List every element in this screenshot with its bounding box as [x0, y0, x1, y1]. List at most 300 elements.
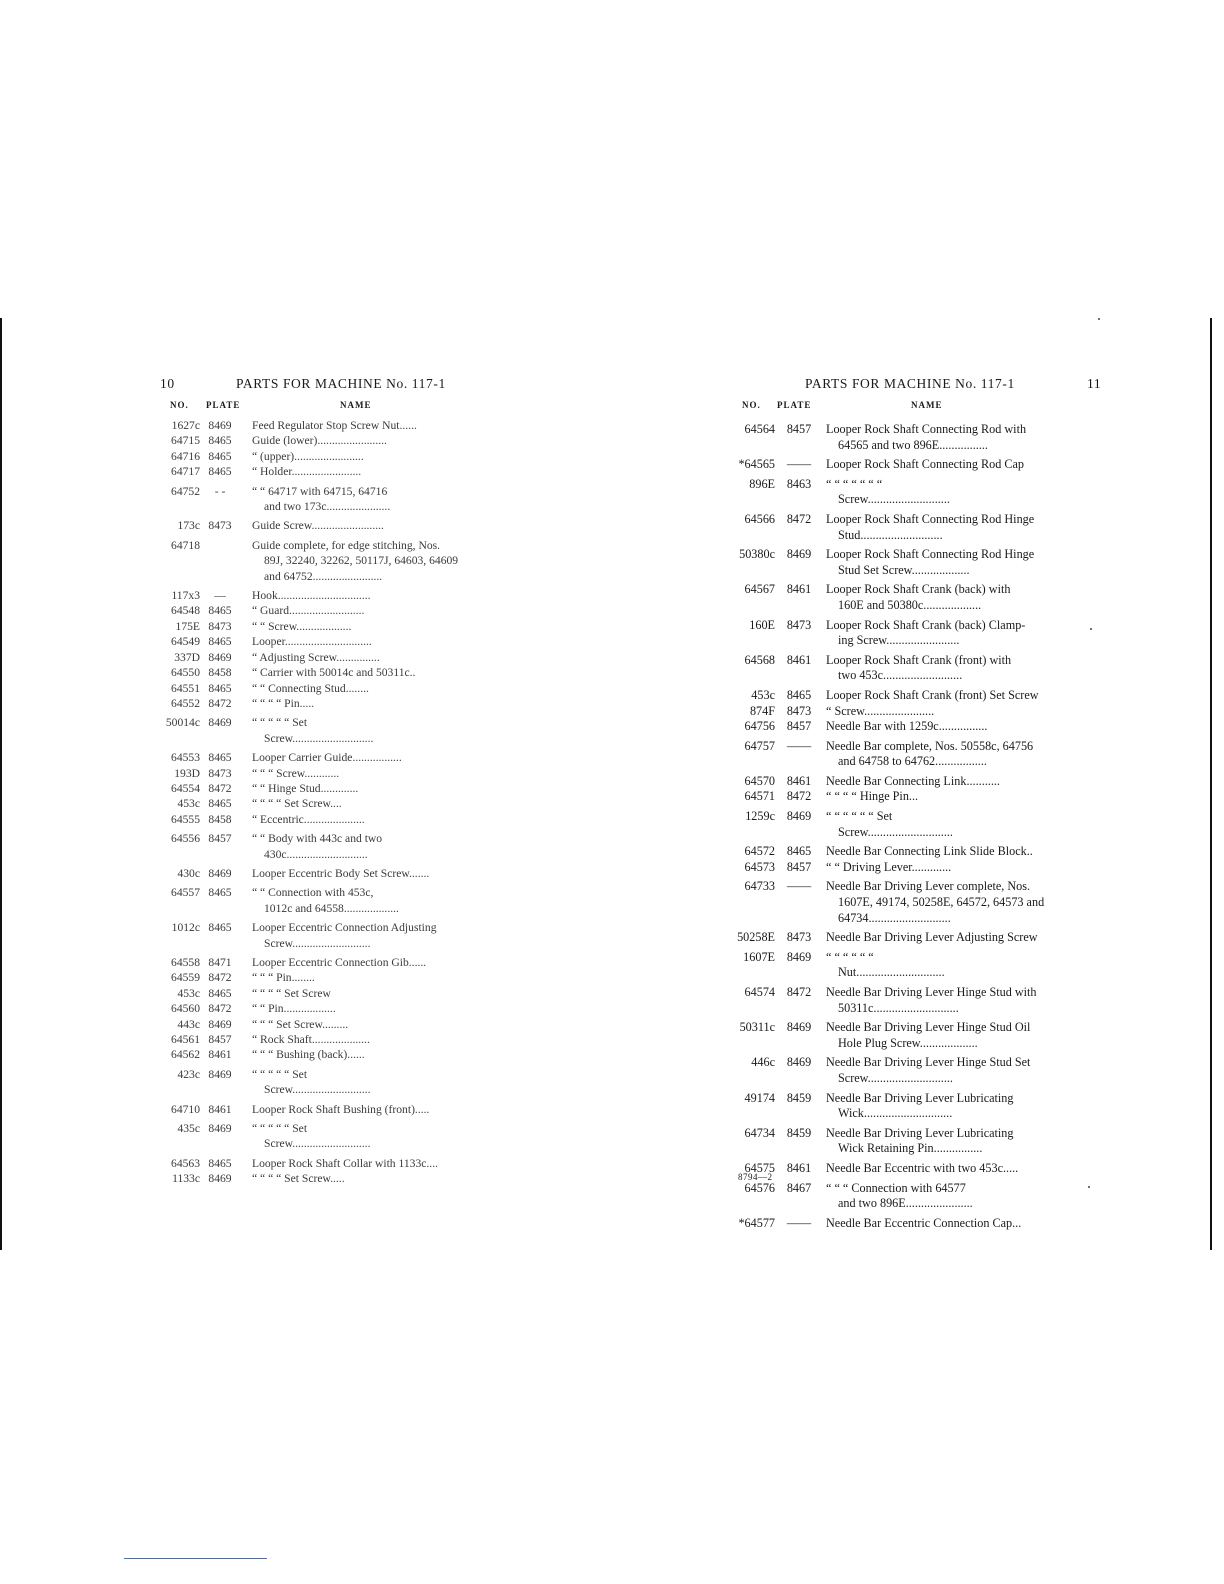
part-name-line: Needle Bar with 1259c................ — [826, 719, 988, 734]
scan-speck — [1090, 628, 1092, 630]
part-name-line: Looper Rock Shaft Bushing (front)..... — [252, 1102, 430, 1116]
column-header-plate: PLATE — [206, 400, 241, 410]
plate-number: 8469 — [208, 716, 232, 730]
parts-row — [730, 457, 1100, 473]
part-name-line: Screw........................... — [264, 936, 371, 950]
part-number: 50380c — [739, 547, 775, 562]
parts-row — [730, 809, 1100, 840]
plate-number: —— — [786, 879, 812, 894]
part-number: 64555 — [171, 812, 200, 826]
parts-row — [150, 518, 495, 533]
plate-number: 8469 — [208, 1017, 232, 1031]
right-page — [730, 376, 1100, 1231]
part-name-line: “ Eccentric..................... — [252, 812, 365, 826]
plate-number: 8461 — [786, 652, 812, 667]
part-number: 453c — [177, 986, 200, 1000]
part-number: 423c — [177, 1067, 200, 1081]
plate-number: 8469 — [208, 866, 232, 880]
part-number: 435c — [177, 1122, 200, 1136]
part-name — [240, 866, 495, 881]
left-page-header — [150, 376, 495, 400]
parts-list — [730, 422, 1100, 1231]
part-name — [823, 789, 1100, 805]
part-number: 874F — [749, 703, 775, 718]
part-name — [240, 1156, 495, 1171]
parts-row — [150, 955, 495, 970]
plate-number: 8465 — [208, 886, 232, 900]
part-name-line: 64565 and two 896E................ — [838, 437, 988, 452]
part-name — [240, 986, 495, 1001]
scan-edge-left — [0, 318, 2, 1250]
part-name — [823, 844, 1100, 860]
part-number: 64734 — [744, 1125, 775, 1140]
part-number: 64553 — [171, 751, 200, 765]
part-number: 117x3 — [171, 589, 200, 603]
part-name-line: Wick Retaining Pin................ — [838, 1141, 983, 1156]
part-name — [823, 1020, 1100, 1051]
column-headers — [730, 400, 1100, 418]
page-title: PARTS FOR MACHINE No. 117-1 — [236, 376, 446, 391]
part-name-line: “ “ Connecting Stud........ — [252, 681, 369, 695]
part-name — [823, 547, 1100, 578]
part-name — [823, 618, 1100, 649]
part-name-line: “ “ Screw................... — [252, 619, 352, 633]
plate-number: —— — [786, 1215, 812, 1230]
part-name — [823, 582, 1100, 613]
part-name — [240, 715, 495, 746]
column-header-plate: PLATE — [777, 400, 812, 410]
right-page-header — [730, 376, 1100, 400]
part-name — [823, 1161, 1100, 1177]
part-name-line: “ “ “ “ Pin..... — [252, 696, 315, 710]
plate-number: 8465 — [786, 844, 812, 859]
plate-number: 8457 — [786, 422, 812, 436]
part-name-line: “ “ “ “ “ Set — [252, 1067, 308, 1081]
part-number: 64552 — [171, 696, 200, 710]
part-name-line: ing Screw........................ — [838, 633, 960, 648]
part-number: 160E — [749, 617, 775, 632]
scan-speck — [1098, 318, 1100, 320]
part-number: 64715 — [171, 434, 200, 448]
part-number: 896E — [749, 476, 775, 491]
part-name-line: “ “ 64717 with 64715, 64716 — [252, 484, 388, 498]
plate-number: 8469 — [786, 949, 812, 964]
parts-row — [730, 1020, 1100, 1051]
part-name-line: Screw............................ — [838, 824, 953, 839]
part-number: 175E — [175, 619, 200, 633]
part-name — [240, 970, 495, 985]
part-name — [823, 422, 1100, 453]
parts-row — [150, 650, 495, 665]
part-name-line: “ Carrier with 50014c and 50311c.. — [252, 666, 416, 680]
parts-row — [730, 1126, 1100, 1157]
part-number: 64548 — [171, 604, 200, 618]
part-name — [240, 1121, 495, 1152]
print-code: 8794—2 — [738, 1172, 773, 1182]
part-name-line: Needle Bar Eccentric with two 453c..... — [826, 1160, 1019, 1175]
part-name-line: Looper Rock Shaft Crank (front) Set Screw — [826, 687, 1039, 702]
part-name-line: “ “ “ “ “ “ Set — [826, 809, 893, 824]
part-name-line: Hook................................ — [252, 589, 371, 603]
parts-row — [730, 1055, 1100, 1086]
parts-row — [730, 774, 1100, 790]
part-name-line: and 64758 to 64762................. — [838, 754, 987, 769]
part-name — [823, 1091, 1100, 1122]
part-name-line: “ “ “ Connection with 64577 — [826, 1180, 966, 1195]
part-number: 1259c — [745, 809, 775, 824]
part-name-line: Needle Bar Driving Lever Lubricating — [826, 1090, 1014, 1105]
part-name-line: Needle Bar Driving Lever Hinge Stud with — [826, 985, 1037, 999]
plate-number: 8463 — [786, 476, 812, 491]
part-name-line: Looper Rock Shaft Connecting Rod Cap — [826, 457, 1025, 472]
part-number: 64733 — [744, 879, 775, 894]
parts-row — [730, 688, 1100, 704]
part-name — [240, 665, 495, 680]
plate-number: 8459 — [786, 1125, 812, 1140]
left-page — [150, 376, 495, 1187]
part-name-line: 430c............................ — [264, 847, 368, 861]
page-number: 10 — [160, 376, 175, 391]
parts-row — [730, 582, 1100, 613]
parts-row — [150, 418, 495, 433]
scan-artifact-line — [124, 1558, 267, 1559]
plate-number: 8472 — [208, 971, 232, 985]
plate-number: 8469 — [208, 1122, 232, 1136]
part-name — [823, 985, 1100, 1016]
part-name — [240, 1102, 495, 1117]
part-name-line: “ “ “ “ Set Screw..... — [252, 1172, 345, 1186]
parts-row — [730, 512, 1100, 543]
parts-row — [730, 1161, 1100, 1177]
parts-row — [150, 1001, 495, 1016]
column-header-name: NAME — [340, 400, 372, 410]
part-name-line: and 64752........................ — [264, 569, 383, 583]
parts-row — [730, 950, 1100, 981]
part-name — [240, 588, 495, 603]
part-name-line: Nut............................. — [838, 965, 945, 980]
part-name — [240, 1017, 495, 1032]
parts-row — [150, 464, 495, 479]
parts-row — [150, 986, 495, 1001]
plate-number: 8457 — [208, 832, 232, 846]
part-name-line: “ “ Driving Lever............. — [826, 859, 952, 874]
part-number: 64566 — [744, 511, 775, 526]
parts-row — [730, 860, 1100, 876]
part-name-line: 50311c............................ — [838, 1000, 959, 1015]
part-name-line: Hole Plug Screw................... — [838, 1035, 978, 1050]
parts-row — [150, 715, 495, 746]
part-name-line: Screw........................... — [838, 492, 950, 507]
part-number: 1627c — [171, 419, 200, 432]
plate-number: 8458 — [208, 812, 232, 826]
part-name — [823, 1126, 1100, 1157]
plate-number: 8461 — [786, 582, 812, 597]
part-name-line: “ “ “ “ “ “ — [826, 949, 874, 964]
part-name-line: Looper Rock Shaft Connecting Rod with — [826, 422, 1027, 436]
part-name — [240, 696, 495, 711]
part-number: 64717 — [171, 465, 200, 479]
plate-number: 8473 — [786, 703, 812, 718]
part-name-line: Screw............................ — [838, 1070, 953, 1085]
plate-number: 8473 — [786, 617, 812, 632]
part-name — [240, 766, 495, 781]
part-name-line: “ “ “ Pin........ — [252, 971, 315, 985]
part-number: 64571 — [744, 789, 775, 804]
part-name-line: Looper Eccentric Body Set Screw....... — [252, 866, 430, 880]
part-name — [240, 538, 495, 584]
part-name — [240, 650, 495, 665]
plate-number: 8465 — [208, 751, 232, 765]
part-name — [240, 449, 495, 464]
part-name-line: “ “ “ Screw............ — [252, 766, 340, 780]
part-name — [240, 603, 495, 618]
part-name — [240, 681, 495, 696]
plate-number: 8465 — [208, 635, 232, 649]
parts-row — [150, 665, 495, 680]
plate-number: 8469 — [208, 1172, 232, 1186]
part-name-line: Looper Eccentric Connection Adjusting — [252, 921, 437, 935]
part-name-line: 89J, 32240, 32262, 50117J, 64603, 64609 — [264, 554, 459, 568]
plate-number: 8472 — [786, 985, 812, 999]
plate-number: 8465 — [208, 921, 232, 935]
plate-number: - - — [214, 484, 226, 498]
part-name-line: “ Guard.......................... — [252, 604, 365, 618]
part-name — [240, 1047, 495, 1062]
plate-number: 8458 — [208, 666, 232, 680]
part-name — [240, 796, 495, 811]
part-name-line: Needle Bar Driving Lever Hinge Stud Oil — [826, 1020, 1031, 1035]
parts-row — [730, 1216, 1100, 1232]
part-name-line: Looper Rock Shaft Crank (back) with — [826, 582, 1011, 597]
scan-edge-right — [1210, 318, 1212, 1250]
plate-number: 8469 — [786, 1020, 812, 1035]
column-header-no: NO. — [170, 400, 189, 410]
part-name-line: Looper Eccentric Connection Gib...... — [252, 956, 427, 969]
part-name-line: Wick............................. — [838, 1106, 953, 1121]
parts-row — [730, 844, 1100, 860]
plate-number: — — [214, 589, 226, 603]
parts-row — [730, 1091, 1100, 1122]
column-header-name: NAME — [911, 400, 943, 410]
part-name — [240, 781, 495, 796]
part-number: 64575 — [744, 1160, 775, 1175]
plate-number: 8461 — [208, 1048, 232, 1062]
part-name-line: Guide Screw......................... — [252, 519, 384, 533]
part-number: *64565 — [738, 457, 775, 472]
part-name-line: “ Rock Shaft.................... — [252, 1033, 370, 1047]
part-name-line: and two 173c...................... — [264, 500, 391, 514]
part-name — [240, 812, 495, 827]
part-name — [240, 619, 495, 634]
parts-row — [150, 970, 495, 985]
part-name-line: “ “ Connection with 453c, — [252, 886, 374, 900]
part-name-line: Looper Rock Shaft Collar with 1133c.... — [252, 1156, 439, 1170]
part-name — [823, 930, 1100, 946]
part-name — [240, 433, 495, 448]
part-name-line: Needle Bar Connecting Link Slide Block.. — [826, 844, 1033, 859]
part-name-line: “ “ “ Set Screw......... — [252, 1017, 349, 1031]
part-name — [240, 484, 495, 515]
column-headers — [150, 400, 495, 418]
parts-row — [730, 879, 1100, 926]
parts-row — [730, 930, 1100, 946]
part-number: 49174 — [744, 1090, 775, 1105]
parts-row — [730, 1181, 1100, 1212]
part-name-line: “ “ “ “ Set Screw — [252, 986, 331, 1000]
part-number: 64718 — [171, 538, 200, 552]
plate-number: 8459 — [786, 1090, 812, 1105]
parts-row — [730, 985, 1100, 1016]
part-name-line: Needle Bar Driving Lever Hinge Stud Set — [826, 1055, 1031, 1070]
part-number: 64563 — [171, 1156, 200, 1170]
part-name-line: “ Adjusting Screw............... — [252, 650, 380, 664]
part-number: 453c — [751, 687, 775, 702]
plate-number: 8469 — [786, 1055, 812, 1070]
part-number: 64564 — [744, 422, 775, 436]
plate-number: 8472 — [208, 696, 232, 710]
part-name-line: “ Holder........................ — [252, 465, 362, 479]
part-name — [823, 457, 1100, 473]
part-number: 64572 — [744, 844, 775, 859]
plate-number: —— — [786, 457, 812, 472]
plate-number: 8457 — [208, 1033, 232, 1047]
part-name-line: Stud Set Screw................... — [838, 562, 970, 577]
plate-number: 8465 — [208, 681, 232, 695]
parts-row — [150, 619, 495, 634]
part-name-line: “ (upper)........................ — [252, 449, 364, 463]
parts-row — [150, 796, 495, 811]
part-name-line: “ “ “ “ “ Set — [252, 1122, 308, 1136]
part-name-line: “ “ “ “ “ “ “ — [826, 476, 883, 491]
parts-row — [150, 634, 495, 649]
parts-row — [150, 750, 495, 765]
part-name-line: Looper Carrier Guide................. — [252, 751, 402, 765]
plate-number: 8457 — [786, 719, 812, 734]
part-name-line: Screw........................... — [264, 1083, 371, 1097]
part-number: 50311c — [739, 1020, 775, 1035]
parts-row — [150, 1032, 495, 1047]
part-name — [823, 653, 1100, 684]
part-name-line: two 453c.......................... — [838, 668, 963, 683]
part-name — [240, 1001, 495, 1016]
parts-row — [150, 696, 495, 711]
part-name-line: Needle Bar Driving Lever complete, Nos. — [826, 879, 1031, 894]
parts-row — [150, 766, 495, 781]
part-name-line: “ “ Body with 443c and two — [252, 832, 383, 846]
part-number: 64757 — [744, 738, 775, 753]
part-name-line: Guide (lower)........................ — [252, 434, 387, 448]
parts-row — [150, 1067, 495, 1098]
parts-row — [730, 704, 1100, 720]
parts-row — [150, 1121, 495, 1152]
part-name-line: Looper Rock Shaft Crank (front) with — [826, 652, 1012, 667]
part-number: 64561 — [171, 1033, 200, 1047]
parts-row — [150, 433, 495, 448]
part-number: 64557 — [171, 886, 200, 900]
parts-row — [730, 422, 1100, 453]
part-number: 64576 — [744, 1180, 775, 1195]
part-name-line: Needle Bar complete, Nos. 50558c, 64756 — [826, 738, 1034, 753]
part-name — [823, 739, 1100, 770]
parts-row — [150, 831, 495, 862]
part-name — [823, 860, 1100, 876]
plate-number: 8465 — [208, 434, 232, 448]
part-name-line: 1012c and 64558................... — [264, 901, 399, 915]
part-name-line: “ “ Hinge Stud............. — [252, 781, 359, 795]
part-name — [823, 1181, 1100, 1212]
parts-row — [730, 789, 1100, 805]
part-name — [240, 750, 495, 765]
parts-row — [150, 1102, 495, 1117]
part-number: 193D — [174, 766, 200, 780]
plate-number: 8465 — [208, 465, 232, 479]
part-name-line: Screw............................ — [264, 731, 374, 745]
part-name — [240, 885, 495, 916]
plate-number: 8465 — [208, 797, 232, 811]
plate-number: 8465 — [208, 986, 232, 1000]
part-number: 64573 — [744, 859, 775, 874]
part-name-line: “ “ Pin.................. — [252, 1002, 336, 1016]
part-number: 64756 — [744, 719, 775, 734]
part-name-line: Looper Rock Shaft Connecting Rod Hinge — [826, 511, 1035, 526]
part-name — [823, 809, 1100, 840]
plate-number: 8461 — [786, 1160, 812, 1175]
part-name-line: Feed Regulator Stop Screw Nut...... — [252, 419, 417, 432]
part-number: 64558 — [171, 956, 200, 969]
part-name — [823, 1216, 1100, 1232]
part-name-line: Looper Rock Shaft Connecting Rod Hinge — [826, 547, 1035, 562]
part-name-line: “ “ “ Bushing (back)...... — [252, 1048, 365, 1062]
part-name-line: “ Screw....................... — [826, 703, 935, 718]
scan-speck — [1088, 1186, 1090, 1188]
part-name-line: “ “ “ “ Set Screw.... — [252, 797, 342, 811]
part-name-line: Looper.............................. — [252, 635, 372, 649]
parts-row — [150, 681, 495, 696]
plate-number: 8471 — [208, 956, 232, 969]
plate-number: 8457 — [786, 859, 812, 874]
plate-number: 8473 — [786, 930, 812, 945]
part-name-line: 160E and 50380c................... — [838, 597, 982, 612]
part-name-line: Stud........................... — [838, 527, 943, 542]
part-number: 453c — [177, 797, 200, 811]
part-name-line: Screw........................... — [264, 1137, 371, 1151]
part-number: 64554 — [171, 781, 200, 795]
plate-number: 8469 — [208, 650, 232, 664]
part-name-line: 1607E, 49174, 50258E, 64572, 64573 and — [838, 895, 1045, 910]
part-name — [240, 1032, 495, 1047]
parts-row — [730, 653, 1100, 684]
part-name — [823, 477, 1100, 508]
part-name-line: Needle Bar Driving Lever Lubricating — [826, 1125, 1014, 1140]
part-name — [823, 512, 1100, 543]
plate-number: 8472 — [208, 1002, 232, 1016]
plate-number: 8461 — [786, 773, 812, 788]
part-number: 64568 — [744, 652, 775, 667]
plate-number: 8469 — [208, 419, 232, 432]
parts-row — [730, 719, 1100, 735]
part-name — [823, 688, 1100, 704]
parts-row — [730, 477, 1100, 508]
part-number: 443c — [177, 1017, 200, 1031]
part-name-line: “ “ “ “ Hinge Pin... — [826, 789, 919, 804]
part-number: 64551 — [171, 681, 200, 695]
part-name — [240, 831, 495, 862]
column-header-no: NO. — [742, 400, 761, 410]
plate-number: 8465 — [786, 687, 812, 702]
plate-number: 8467 — [786, 1180, 812, 1195]
plate-number: 8472 — [786, 789, 812, 804]
plate-number: 8461 — [208, 1102, 232, 1116]
